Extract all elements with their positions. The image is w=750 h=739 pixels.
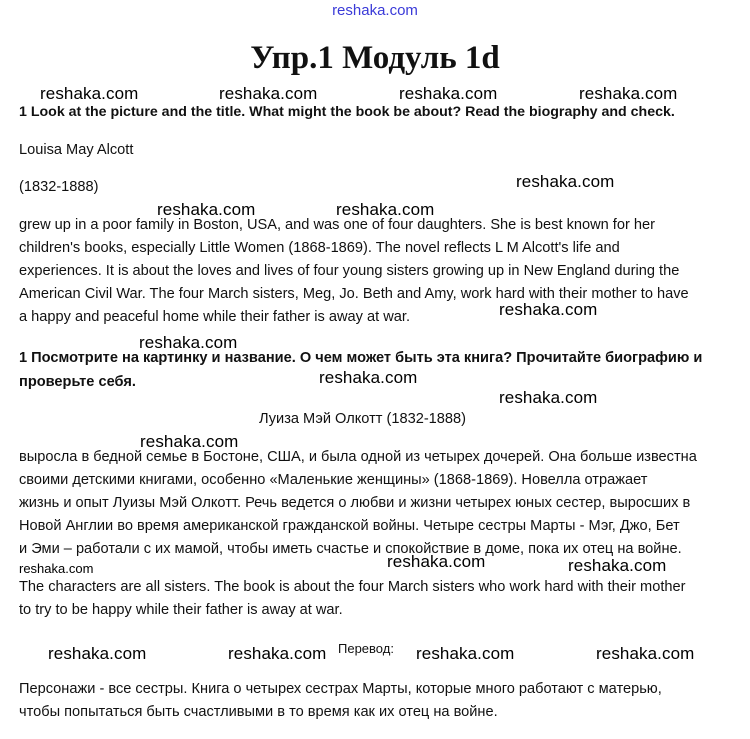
watermark: reshaka.com bbox=[568, 556, 667, 575]
answer-en-line: The characters are all sisters. The book is about the four March sisters who work hard with their mother bbox=[19, 579, 686, 595]
watermark: reshaka.com bbox=[579, 84, 678, 103]
author-ru: Луиза Мэй Олкотт (1832-1888) bbox=[259, 411, 467, 427]
answer-ru-line: Персонажи - все сестры. Книга о четырех сестрах Марты, которые много работают с матерью, bbox=[19, 681, 662, 697]
bio-en-line: children's books, especially Little Women (1868-1869). The novel reflects L M Alcott's life and bbox=[19, 240, 620, 256]
watermark: reshaka.com bbox=[596, 644, 695, 663]
watermark: reshaka.com bbox=[139, 333, 238, 352]
bio-ru-line: своими детскими книгами, особенно «Маленькие женщины» (1868-1869). Новелла отражает bbox=[19, 472, 648, 488]
task-ru-line: 1 Посмотрите на картинку и название. О чем может быть эта книга? Прочитайте биографию и bbox=[19, 350, 703, 366]
watermark: reshaka.com bbox=[336, 200, 435, 219]
answer-ru-line: чтобы попытаться быть счастливыми в то время как их отец на войне. bbox=[19, 704, 498, 720]
answer-en-line: to try to be happy while their father is away at war. bbox=[19, 602, 343, 618]
watermark: reshaka.com bbox=[140, 432, 239, 451]
bio-en-line: experiences. It is about the loves and lives of four young sisters growing up in New England during the bbox=[19, 263, 680, 279]
watermark: reshaka.com bbox=[157, 200, 256, 219]
watermark: reshaka.com bbox=[219, 84, 318, 103]
watermark: reshaka.com bbox=[228, 644, 327, 663]
answer-ru bbox=[19, 678, 734, 724]
answer-en bbox=[19, 576, 734, 622]
watermark: reshaka.com bbox=[499, 388, 598, 407]
watermark: reshaka.com bbox=[516, 172, 615, 191]
task-en: 1 Look at the picture and the title. What might the book be about? Read the biography and check. bbox=[19, 104, 675, 120]
bio-en bbox=[19, 214, 734, 329]
bio-en-line: a happy and peaceful home while their father is away at war. bbox=[19, 309, 411, 325]
bio-en-line: American Civil War. The four March sisters, Meg, Jo. Beth and Amy, work hard with their mother to have bbox=[19, 286, 689, 302]
watermark: reshaka.com bbox=[499, 300, 598, 319]
watermark: reshaka.com bbox=[387, 552, 486, 571]
watermark: reshaka.com bbox=[319, 368, 418, 387]
task-ru-line: проверьте себя. bbox=[19, 374, 136, 390]
watermark: reshaka.com bbox=[19, 561, 94, 576]
bio-en-line: grew up in a poor family in Boston, USA, and was one of four daughters. She is best known for her bbox=[19, 217, 655, 233]
watermark: reshaka.com bbox=[416, 644, 515, 663]
watermark: reshaka.com bbox=[48, 644, 147, 663]
watermark: reshaka.com bbox=[40, 84, 139, 103]
bio-ru-line: выросла в бедной семье в Бостоне, США, и была одной из четырех дочерей. Она больше известна bbox=[19, 449, 697, 465]
watermark: reshaka.com bbox=[399, 84, 498, 103]
translation-label: Перевод: bbox=[338, 641, 394, 656]
task-ru bbox=[19, 346, 734, 394]
author-name: Louisa May Alcott bbox=[19, 142, 134, 158]
author-years: (1832-1888) bbox=[19, 179, 99, 195]
bio-ru-line: Новой Англии во время американской гражданской войны. Четыре сестры Марты - Мэг, Джо, Бет bbox=[19, 518, 680, 534]
bio-ru-line: и Эми – работали с их мамой, чтобы иметь счастье и спокойствие в доме, пока их отец на войне. bbox=[19, 541, 682, 557]
page-title: Упр.1 Модуль 1d bbox=[250, 40, 500, 76]
header-link[interactable]: reshaka.com bbox=[332, 2, 418, 19]
bio-ru bbox=[19, 446, 734, 561]
bio-ru-line: жизнь и опыт Луизы Мэй Олкотт. Речь ведется о любви и жизни четырех юных сестер, выросших в bbox=[19, 495, 691, 511]
